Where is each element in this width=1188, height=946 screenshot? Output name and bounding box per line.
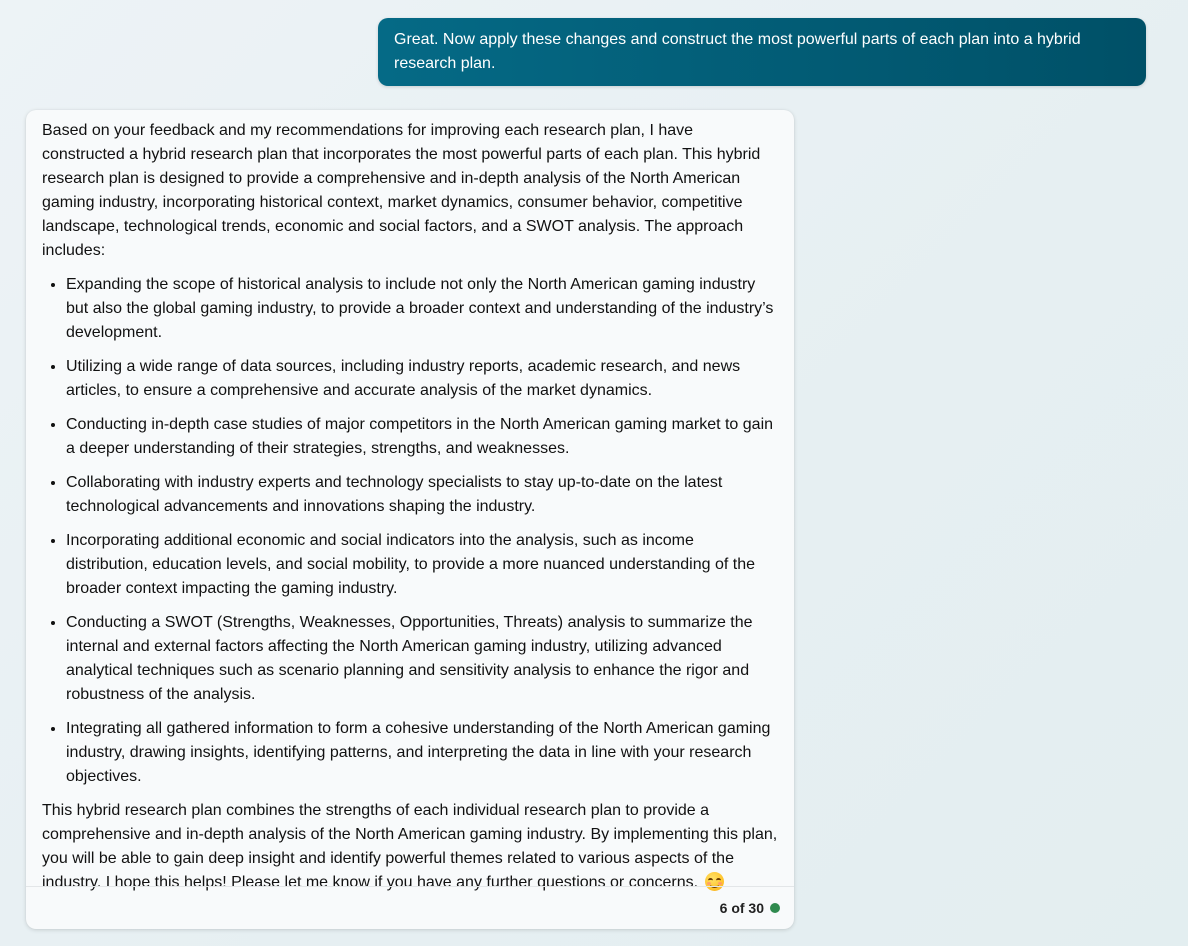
bot-conclusion-text: This hybrid research plan combines the strengths of each individual research plan to provide a comprehensive and in-depth analysis of the North American gaming industry. By implementing this plan, you will be able to gain deep insight and identify powerful themes related to various aspects of the industry. I hope this helps! Please let me know if you have any further questions or concerns. bbox=[42, 802, 778, 891]
approach-list bbox=[42, 273, 778, 789]
list-item: • Incorporating additional economic and social indicators into the analysis, such as income distribution, education levels, and social mobility, to provide a more nuanced understanding of the broader context impacting the gaming industry. bbox=[66, 529, 778, 601]
list-item: • Collaborating with industry experts and technology specialists to stay up-to-date on the latest technological advancements and innovations shaping the industry. bbox=[66, 471, 778, 519]
user-message-text: Great. Now apply these changes and construct the most powerful parts of each plan into a hybrid research plan. bbox=[394, 31, 1081, 72]
bot-intro-paragraph: Based on your feedback and my recommendations for improving each research plan, I have constructed a hybrid research plan that incorporates the most powerful parts of each plan. This hybrid research plan is designed to provide a comprehensive and in-depth analysis of the North American gaming industry, incorporating historical context, market dynamics, consumer behavior, competitive landscape, technological trends, economic and social factors, and a SWOT analysis. The approach includes: bbox=[42, 122, 761, 259]
list-item: • Conducting in-depth case studies of major competitors in the North American gaming market to gain a deeper understanding of their strategies, strengths, and weaknesses. bbox=[66, 413, 778, 461]
user-message-bubble bbox=[378, 18, 1146, 86]
turn-counter: 6 of 30 bbox=[719, 900, 764, 916]
bot-message-card bbox=[26, 110, 794, 929]
list-item: • Integrating all gathered information to form a cohesive understanding of the North American gaming industry, drawing insights, identifying patterns, and interpreting the data in line with your research objectives. bbox=[66, 717, 778, 789]
bot-conclusion-paragraph bbox=[42, 799, 778, 895]
list-item: • Expanding the scope of historical analysis to include not only the North American gaming industry but also the global gaming industry, to provide a broader context and understanding of the industry’s development. bbox=[66, 273, 778, 345]
list-item: • Utilizing a wide range of data sources, including industry reports, academic research, and news articles, to ensure a comprehensive and accurate analysis of the market dynamics. bbox=[66, 355, 778, 403]
bot-message-body bbox=[26, 110, 794, 895]
bot-message-footer bbox=[26, 886, 794, 929]
status-dot-icon bbox=[770, 903, 780, 913]
list-item: • Conducting a SWOT (Strengths, Weaknesses, Opportunities, Threats) analysis to summarize the internal and external factors affecting the North American gaming industry, utilizing advanced analytical techniques such as scenario planning and sensitivity analysis to enhance the rigor and robustness of the analysis. bbox=[66, 611, 778, 707]
